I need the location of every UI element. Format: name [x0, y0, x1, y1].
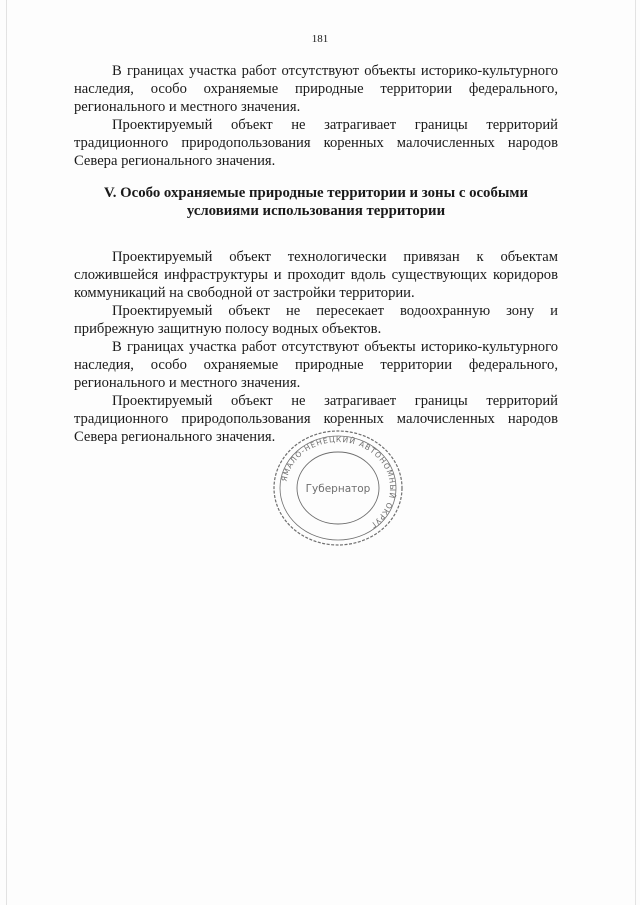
section-heading: V. Особо охраняемые природные территории и зоны с особыми условиями использования территории: [103, 185, 529, 219]
section-paragraph-1: Проектируемый объект технологически привязан к объектам сложившейся инфраструктуры и проходит вдоль существующих коридоров коммуникаций на свободной от застройки территории.: [74, 249, 558, 301]
page-number: 181: [311, 33, 329, 45]
intro-paragraph-1: В границах участка работ отсутствуют объекты историко-культурного наследия, особо охраняемые природные территории федерального, регионального и местного значения.: [74, 63, 558, 115]
official-seal: [268, 428, 408, 548]
section-text: [74, 248, 558, 446]
seal-center-label: Губернатор: [305, 483, 371, 495]
section-paragraph-3: В границах участка работ отсутствуют объекты историко-культурного наследия, особо охраняемые природные территории федерального, регионального и местного значения.: [74, 339, 558, 391]
intro-paragraph-2: Проектируемый объект не затрагивает границы территорий традиционного природопользования коренных малочисленных народов Севера регионального значения.: [74, 117, 558, 169]
intro-text: [74, 62, 558, 170]
scan-edge-left: [6, 0, 7, 905]
section-paragraph-2: Проектируемый объект не пересекает водоохранную зону и прибрежную защитную полосу водных объектов.: [74, 303, 558, 337]
seal-graphic: [268, 428, 408, 548]
section-paragraph-4: Проектируемый объект не затрагивает границы территорий традиционного природопользования коренных малочисленных народов Севера регионального значения.: [74, 393, 558, 445]
scan-edge-right: [635, 0, 636, 905]
svg-text:ЯМАЛО-НЕНЕЦКИЙ АВТОНОМНЫЙ ОКРУ: ЯМАЛО-НЕНЕЦКИЙ АВТОНОМНЫЙ ОКРУГ: [279, 434, 398, 531]
